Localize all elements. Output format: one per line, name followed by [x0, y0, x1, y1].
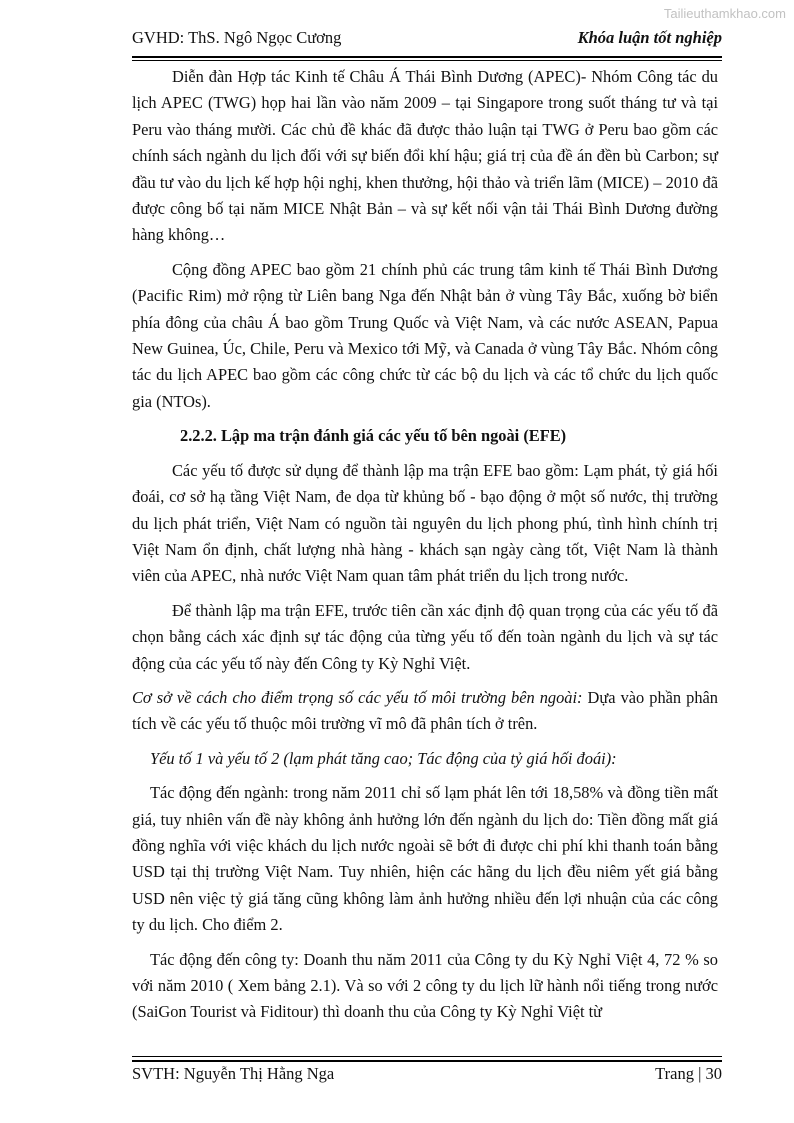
footer-rule-thick [132, 1060, 722, 1062]
page-footer [132, 1064, 722, 1088]
page-header [132, 28, 722, 52]
header-advisor: GVHD: ThS. Ngô Ngọc Cương [132, 28, 342, 47]
paragraph-efe-factors: Các yếu tố được sử dụng để thành lập ma trận EFE bao gồm: Lạm phát, tỷ giá hối đoái, cơ sở hạ tầng Việt Nam, đe dọa từ khủng bố - bạo động ở một số nước, thị trường du lịch phát triển, Việt Nam có nguồn tài nguyên du lịch phong phú, tình hình chính trị Việt Nam ổn định, chất lượng nhà hàng - khách sạn ngày càng tốt, Việt Nam là thành viên của APEC, nhà nước Việt Nam quan tâm phát triển du lịch trong nước. [132, 460, 718, 586]
page-number: Trang | 30 [655, 1064, 722, 1083]
paragraph-industry-impact: Tác động đến ngành: trong năm 2011 chỉ số lạm phát lên tới 18,58% và đồng tiền mất giá, tuy nhiên vấn đề này không ảnh hưởng lớn đến ngành du lịch do: Tiền đồng mất giá đồng nghĩa với việc khách du lịch nước ngoài sẽ bớt đi được chi phí khi thanh toán bằng USD tại thị trường Việt Nam. Tuy nhiên, hiện các hãng du lịch đều niêm yết giá bằng USD nên việc tỷ giá tăng cũng không làm ảnh hưởng nhiều đến lợi nhuận của các công ty du lịch. Cho điểm 2. [132, 783, 718, 935]
paragraph-scoring-basis [132, 685, 718, 738]
header-title: Khóa luận tốt nghiệp [577, 28, 722, 47]
header-rule-thick [132, 56, 722, 58]
paragraph-company-impact: Tác động đến công ty: Doanh thu năm 2011 của Công ty du Kỳ Nghỉ Việt 4, 72 % so với năm 2010 ( Xem bảng 2.1). Và so với 2 công ty du lịch lữ hành nổi tiếng trong nước (SaiGon Tourist và Fiditour) thì doanh thu của Công ty Kỳ Nghỉ Việt từ [132, 949, 718, 1022]
paragraph-efe-method: Để thành lập ma trận EFE, trước tiên cần xác định độ quan trọng của các yếu tố đã chọn bằng cách xác định sự tác động của từng yếu tố đến toàn ngành du lịch và sự tác động của các yếu tố này đến Công ty Kỳ Nghỉ Việt. [132, 600, 718, 673]
document-body [132, 64, 718, 1034]
scoring-basis-label: Cơ sở về cách cho điểm trọng số các yếu tố môi trường bên ngoài: [132, 687, 583, 707]
watermark: Tailieuthamkhao.com [663, 6, 786, 21]
paragraph-apec-twg: Diễn đàn Hợp tác Kinh tế Châu Á Thái Bình Dương (APEC)- Nhóm Công tác du lịch APEC (TWG) họp hai lần vào năm 2009 – tại Singapore trong suốt tháng tư và tại Peru vào tháng mười. Các chủ đề khác đã được thảo luận tại TWG ở Peru bao gồm các chính sách ngành du lịch đối với sự biến đổi khí hậu; giá trị của đề án đền bù Carbon; sự đầu tư vào du lịch kế hợp hội nghị, khen thưởng, hội thảo và triển lãm (MICE) – 2010 đã được công bố tại năm MICE Nhật Bản – và sự kết nối vận tải Thái Bình Dương đường hàng không… [132, 67, 718, 245]
header-rule-thin [132, 60, 722, 61]
footer-rule-thin [132, 1056, 722, 1057]
footer-student: SVTH: Nguyễn Thị Hằng Nga [132, 1064, 335, 1083]
section-heading: 2.2.2. Lập ma trận đánh giá các yếu tố bên ngoài (EFE) [180, 426, 567, 446]
paragraph-factor-1-2: Yếu tố 1 và yếu tố 2 (lạm phát tăng cao; Tác động của tỷ giá hối đoái): [150, 748, 617, 768]
paragraph-apec-community: Cộng đồng APEC bao gồm 21 chính phủ các trung tâm kinh tế Thái Bình Dương (Pacific Rim) mở rộng từ Liên bang Nga đến Nhật bản ở vùng Tây Bắc, xuống bờ biển phía đông của châu Á bao gồm Trung Quốc và Việt Nam, và các nước ASEAN, Papua New Guinea, Úc, Chile, Peru và Mexico tới Mỹ, và Canada ở vùng Tây Bắc. Nhóm công tác du lịch APEC bao gồm các công chức từ các bộ du lịch và các tổ chức du lịch quốc gia (NTOs). [132, 259, 718, 411]
scoring-basis-text: Dựa vào phần phân tích về các yếu tố thuộc môi trường vĩ mô đã phân tích ở trên. [132, 687, 719, 734]
